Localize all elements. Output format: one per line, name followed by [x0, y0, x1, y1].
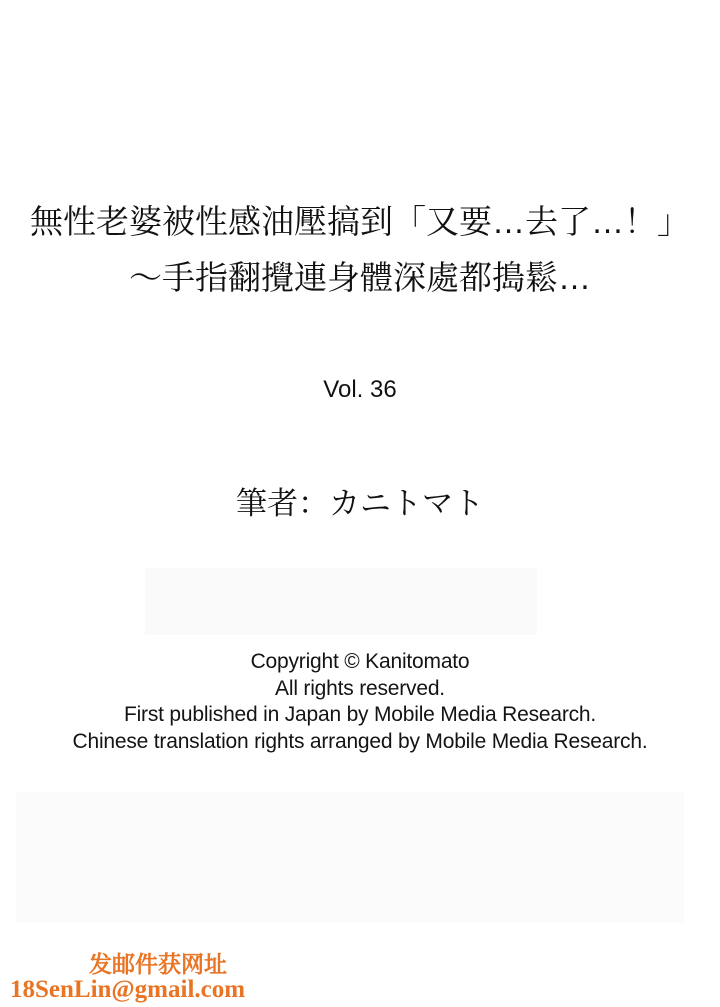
copyright-line-translation: Chinese translation rights arranged by Mobile Media Research. — [72, 729, 648, 753]
watermark-email-text: 18SenLin@gmail.com — [10, 976, 246, 1003]
copyright-line-publisher: First published in Japan by Mobile Media Research. — [123, 703, 597, 726]
faint-whitened-area-bottom — [16, 792, 684, 923]
faint-whitened-area-top — [145, 568, 537, 635]
manga-title-line1: 無性老婆被性感油壓搞到「又要…去了…！」 — [30, 203, 690, 240]
volume-number: Vol. 36 — [323, 376, 397, 403]
author-credit: 筆者：カニトマト — [236, 486, 484, 521]
watermark-block — [10, 951, 246, 1003]
copyright-block — [0, 649, 720, 755]
copyright-line-rights: All rights reserved. — [275, 676, 445, 700]
copyright-line-owner: Copyright © Kanitomato — [250, 650, 470, 673]
watermark-cta-text: 发邮件获网址 — [89, 951, 227, 977]
manga-title-line2: ～手指翻攪連身體深處都搗鬆… — [129, 259, 591, 296]
